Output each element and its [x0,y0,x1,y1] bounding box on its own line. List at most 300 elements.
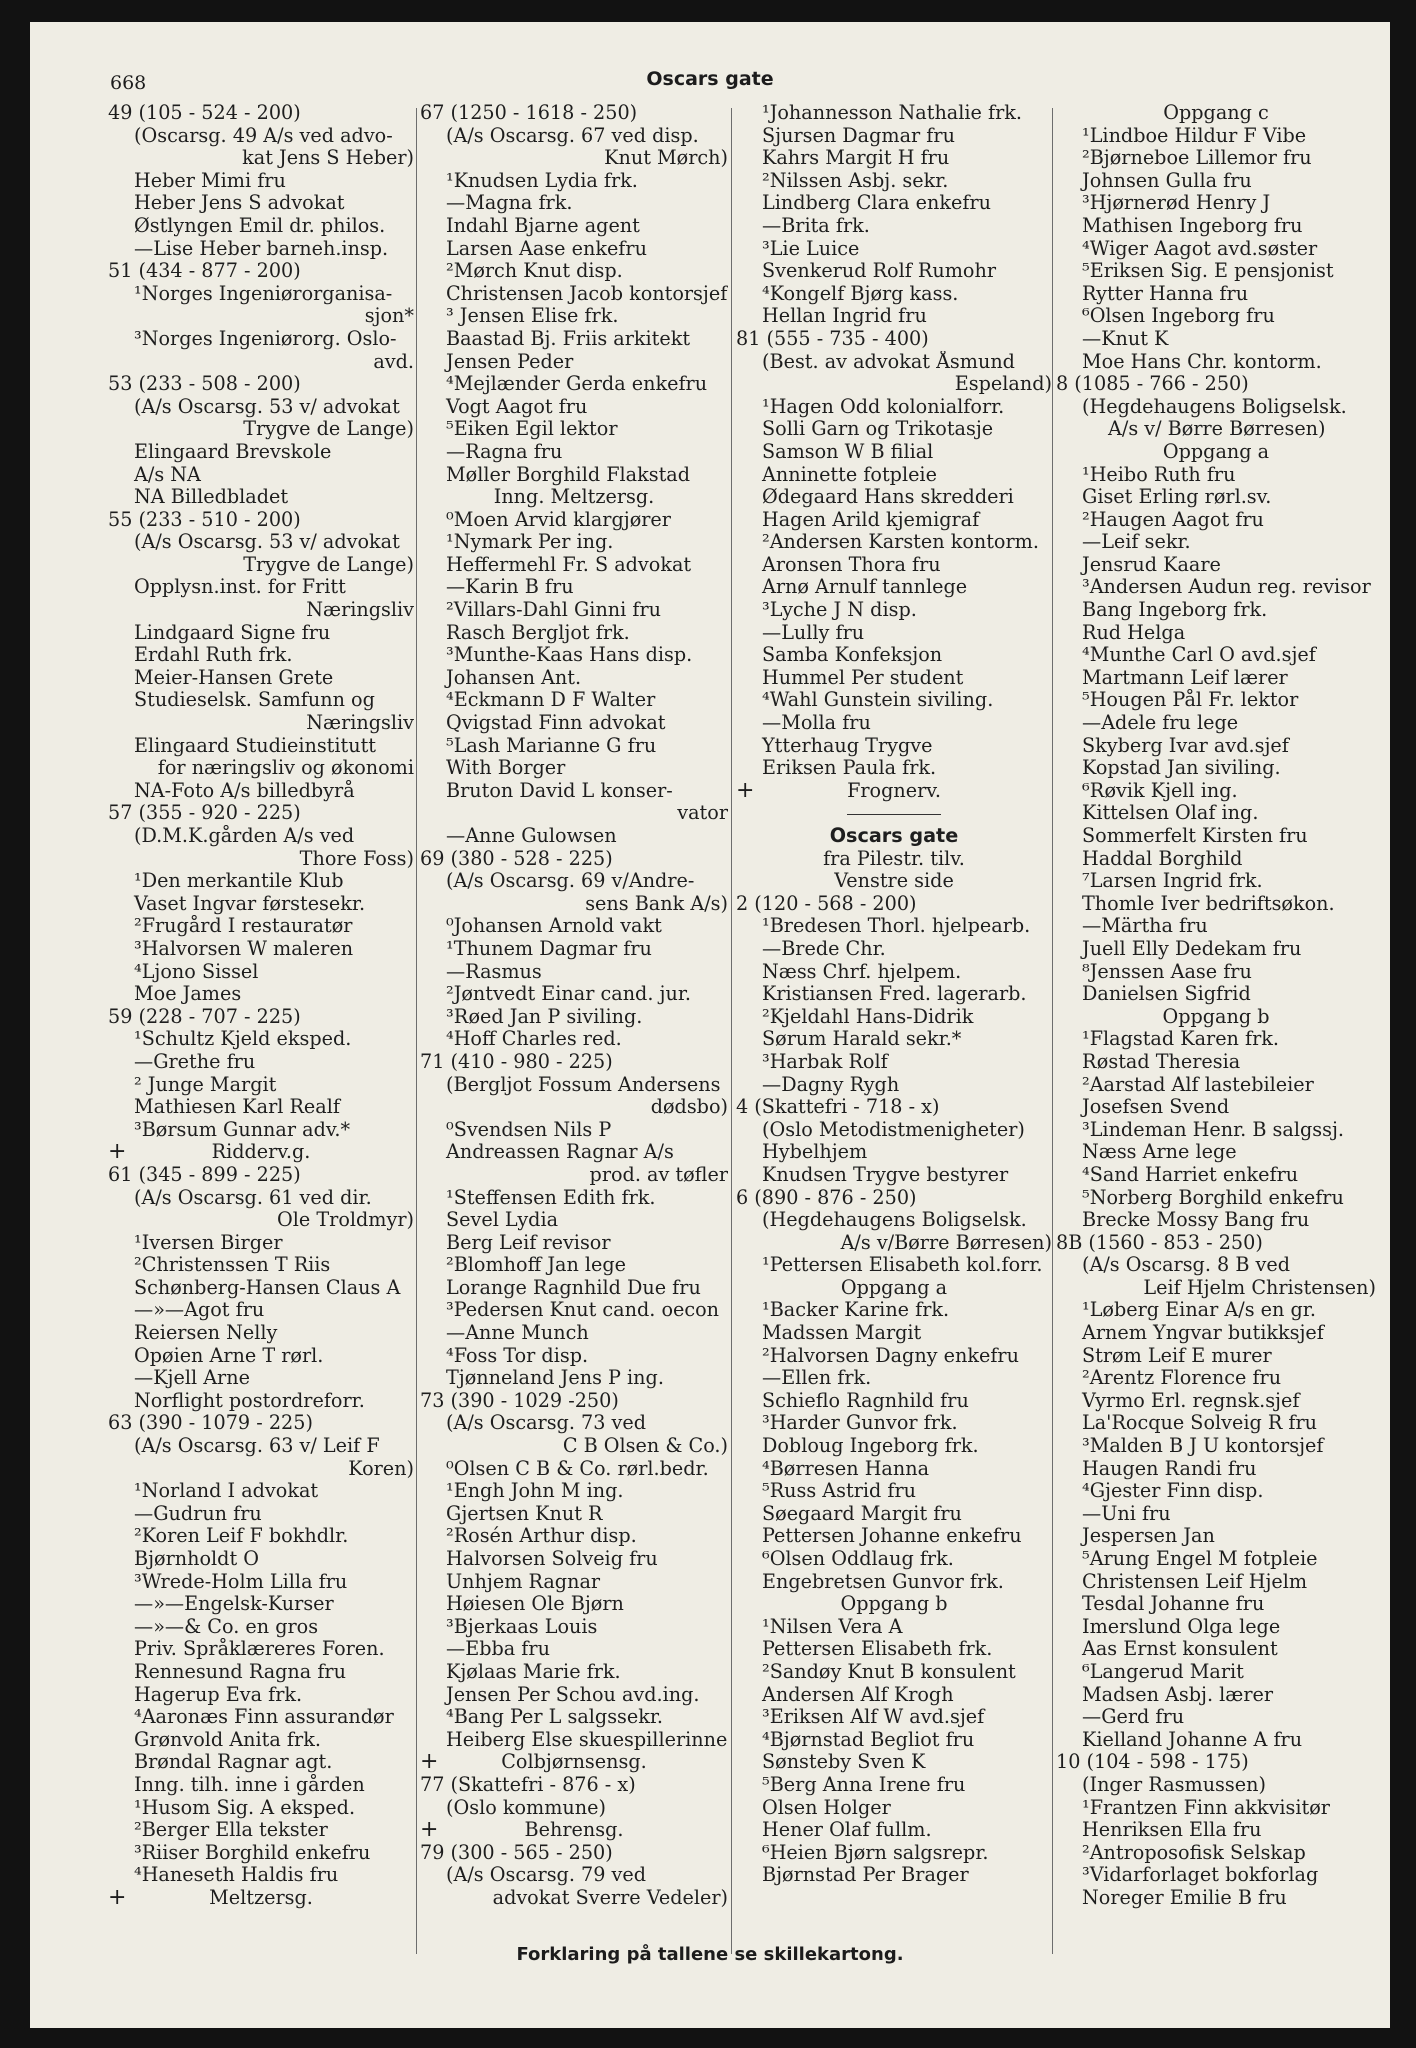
directory-line: —»—Engelsk-Kurser [134,1593,334,1616]
cross-street-line [420,1751,728,1774]
directory-line: ¹Engh John M ing. [446,1480,624,1503]
directory-line: Kjølaas Marie frk. [446,1660,621,1683]
directory-line: ¹Hagen Odd kolonialforr. [762,395,1005,418]
directory-line: ¹Flagstad Karen frk. [1082,1028,1279,1051]
directory-line: Hybelhjem [762,1141,868,1164]
directory-line: Qvigstad Finn advokat [446,712,666,735]
directory-line: 69 (380 - 528 - 225) [420,847,613,870]
directory-line: ¹Steffensen Edith frk. [446,1186,656,1209]
directory-line: Berg Leif revisor [446,1231,611,1254]
directory-line: Vaset Ingvar førstesekr. [134,892,366,915]
directory-line: (A/s Oscarsg. 8 B ved [1082,1254,1290,1277]
directory-line: Solli Garn og Trikotasje [762,418,994,441]
directory-line: ⁰Olsen C B & Co. rørl.bedr. [446,1457,709,1480]
directory-line: ³Lindeman Henr. B salgssj. [1082,1118,1345,1141]
directory-line: Jensen Peder [446,350,574,373]
directory-line: Lorange Ragnhild Due fru [446,1276,701,1299]
directory-line: ⁰Svendsen Nils P [446,1118,612,1141]
directory-line: ³Røed Jan P siviling. [446,1005,643,1028]
directory-line: —Kjell Arne [134,1367,250,1390]
directory-line: ¹Nymark Per ing. [446,531,614,554]
directory-line: 6 (890 - 876 - 250) [736,1186,917,1209]
directory-line: Næss Chrf. hjelpem. [762,960,962,983]
directory-line: 71 (410 - 980 - 225) [420,1050,613,1073]
directory-line: —Anne Gulowsen [446,825,617,847]
directory-line: Andreassen Ragnar A/s [446,1141,674,1164]
directory-line: Henriksen Ella fru [1082,1819,1262,1842]
directory-line: Schønberg-Hansen Claus A [134,1276,401,1299]
directory-line: ⁵Hougen Pål Fr. lektor [1082,689,1299,712]
directory-line: Sommerfelt Kirsten fru [1082,825,1308,847]
directory-line: Johansen Ant. [446,666,582,689]
directory-line: Christensen Jacob kontorsjef [446,282,728,305]
directory-line: ²Kjeldahl Hans-Didrik [762,1005,974,1028]
directory-line: Baastad Bj. Friis arkitekt [446,327,691,350]
directory-line: ²Sandøy Knut B konsulent [762,1660,1016,1683]
directory-line: Ytterhaug Trygve [762,734,933,757]
directory-line: (A/s Oscarsg. 63 v/ Leif F [134,1435,380,1458]
directory-line: ⁵Norberg Borghild enkefru [1082,1186,1344,1209]
column-rule [731,108,732,1954]
directory-line: —Rasmus [446,960,542,983]
directory-line: ³Andersen Audun reg. revisor [1082,576,1371,599]
directory-line: Rytter Hanna fru [1082,282,1249,305]
directory-line: vator [677,802,728,825]
directory-line: Elingaard Brevskole [134,440,332,463]
directory-line: ¹Pettersen Elisabeth kol.forr. [762,1254,1043,1277]
directory-line: (A/s Oscarsg. 73 ved [446,1412,647,1435]
directory-line: ²Andersen Karsten kontorm. [762,531,1039,554]
directory-line: Thore Foss) [299,847,414,870]
directory-line: Priv. Språklæreres Foren. [134,1638,385,1661]
column-4 [1056,102,1376,1952]
directory-line: A/s v/Børre Børresen) [840,1231,1052,1254]
directory-line: —Gerd fru [1082,1706,1185,1729]
directory-line: Espeland) [954,373,1052,396]
directory-line: C B Olsen & Co.) [562,1435,728,1458]
directory-line: ²Arentz Florence fru [1082,1367,1282,1390]
directory-line: 8B (1560 - 853 - 250) [1056,1231,1263,1254]
directory-line: Oppgang a [840,1276,948,1299]
directory-line: ⁴Eckmann D F Walter [446,689,656,712]
directory-line: Koren) [348,1457,414,1480]
directory-line: Kielland Johanne A fru [1082,1728,1303,1751]
directory-line: Heffermehl Fr. S advokat [446,553,692,576]
directory-line: Haugen Randi fru [1082,1457,1257,1480]
directory-line: 67 (1250 - 1618 - 250) [420,102,638,124]
directory-line: ²Villars-Dahl Ginni fru [446,599,662,622]
directory-line: Jensrud Kaare [1082,553,1221,576]
directory-line: Moe James [134,983,242,1006]
directory-line: Vyrmo Erl. regnsk.sjef [1082,1389,1300,1412]
directory-line: 61 (345 - 899 - 225) [108,1163,301,1186]
directory-line: Mathiesen Karl Realf [134,1096,340,1119]
directory-line: Arnem Yngvar butikksjef [1082,1322,1324,1345]
directory-line: Trygve de Lange) [243,553,414,576]
directory-line: ⁴Bang Per L salgssekr. [446,1706,664,1729]
directory-line: ⁰Moen Arvid klargjører [446,508,671,531]
directory-line: Andersen Alf Krogh [762,1683,954,1706]
directory-line: NA Billedbladet [134,486,289,509]
directory-line: (A/s Oscarsg. 61 ved dir. [134,1186,372,1209]
footer-note: Forklaring på tallene se skillekartong. [516,1944,904,1965]
directory-line: (A/s Oscarsg. 53 v/ advokat [134,395,400,418]
directory-line: Ole Troldmyr) [277,1209,414,1232]
directory-line: ⁴Aaronæs Finn assurandør [134,1706,394,1729]
directory-line: Oppgang b [1162,1005,1270,1028]
directory-line: ²Bjørneboe Lillemor fru [1082,147,1312,170]
directory-line: Aronsen Thora fru [762,553,941,576]
directory-line: Olsen Holger [762,1796,891,1819]
directory-line: Rasch Bergljot frk. [446,621,630,644]
directory-line: 63 (390 - 1079 - 225) [108,1412,313,1435]
directory-line: Erdahl Ruth frk. [134,644,293,667]
directory-line: Knut Mørch) [604,147,728,170]
directory-line: (Oslo kommune) [446,1796,606,1819]
directory-line: Lindgaard Signe fru [134,621,331,644]
directory-line: ¹Knudsen Lydia frk. [446,169,638,192]
directory-line: Røstad Theresia [1082,1050,1241,1073]
directory-line: Gjertsen Knut R [446,1502,603,1525]
directory-line: ³Vidarforlaget bokforlag [1082,1864,1319,1887]
directory-line: ³Bjerkaas Louis [446,1615,598,1638]
directory-line: Heiberg Else skuespillerinne [446,1728,728,1751]
directory-line: —Leif sekr. [1082,531,1191,554]
directory-line: ¹Lindboe Hildur F Vibe [1082,124,1307,147]
directory-line: Dobloug Ingeborg frk. [762,1435,979,1458]
directory-line: Haddal Borghild [1082,847,1243,870]
directory-line: Arnø Arnulf tannlege [762,576,968,599]
directory-line: Næringsliv [306,599,414,622]
directory-line: Høiesen Ole Bjørn [446,1593,624,1616]
directory-line: ³Eriksen Alf W avd.sjef [762,1706,985,1729]
directory-line: avd. [373,350,414,373]
directory-line: ⁴Foss Tor disp. [446,1344,589,1367]
directory-line: Noreger Emilie B fru [1082,1886,1287,1909]
directory-line: Lindberg Clara enkefru [762,192,992,215]
directory-line: Strøm Leif E murer [1082,1344,1272,1367]
directory-line: Meier-Hansen Grete [134,666,334,689]
directory-line: —»—& Co. en gros [134,1615,319,1638]
directory-line: ⁶Heien Bjørn salgsrepr. [762,1841,989,1864]
directory-line: ¹Thunem Dagmar fru [446,937,652,960]
directory-line: ¹Norland I advokat [134,1480,319,1503]
directory-line: ⁴Haneseth Haldis fru [134,1864,339,1887]
directory-line: Kittelsen Olaf ing. [1082,802,1259,825]
directory-line: Sørum Harald sekr.* [762,1028,962,1051]
directory-line: Mathisen Ingeborg fru [1082,214,1303,237]
directory-line: —Lise Heber barneh.insp. [134,237,389,260]
directory-line: Hummel Per student [762,666,964,689]
directory-line: Larsen Aase enkefru [446,237,647,260]
directory-line: ²Halvorsen Dagny enkefru [762,1344,1019,1367]
directory-line: Sønsteby Sven K [762,1751,926,1774]
directory-line: Inng. tilh. inne i gården [134,1773,365,1796]
directory-line: ⁷Larsen Ingrid frk. [1082,870,1263,893]
cross-street-label: Meltzersg. [209,1886,313,1909]
directory-line: Pettersen Johanne enkefru [762,1525,1022,1548]
directory-line: ⁴Munthe Carl O avd.sjef [1082,644,1316,667]
running-head: Oscars gate [646,68,774,90]
directory-line: ¹Nilsen Vera A [762,1615,903,1638]
directory-line: ⁴Ljono Sissel [134,960,259,983]
directory-line: ²Blomhoff Jan lege [446,1254,627,1277]
directory-line: ²Nilssen Asbj. sekr. [762,169,949,192]
directory-line: Bang Ingeborg frk. [1082,599,1268,622]
directory-line: —Uni fru [1082,1502,1171,1525]
directory-line: Kahrs Margit H fru [762,147,950,170]
directory-line: ³Wrede-Holm Lilla fru [134,1570,348,1593]
directory-line: Jespersen Jan [1082,1525,1215,1548]
directory-line: La'Rocque Solveig R fru [1082,1412,1318,1435]
directory-line: Pettersen Elisabeth frk. [762,1638,993,1661]
directory-line: With Borger [446,757,566,780]
directory-line: Samson W B filial [762,440,934,463]
section-divider [736,802,1052,825]
directory-line: Heber Mimi fru [134,169,286,192]
directory-line: 81 (555 - 735 - 400) [736,327,929,350]
cross-street-icon: + [420,1819,439,1842]
directory-line: Næringsliv [306,712,414,735]
directory-line: —Knut K [1082,327,1169,350]
directory-line: ¹Frantzen Finn akkvisitør [1082,1796,1330,1819]
directory-line: ⁵Berg Anna Irene fru [762,1773,966,1796]
directory-line: ²Frugård I restauratør [134,915,353,938]
directory-line: ⁵Lash Marianne G fru [446,734,657,757]
directory-line: ⁶Røvik Kjell ing. [1082,779,1238,802]
directory-line: Oppgang c [1163,102,1269,124]
directory-line: 73 (390 - 1029 -250) [420,1389,619,1412]
directory-line: Bjørnstad Per Brager [762,1864,969,1887]
directory-line: ¹Løberg Einar A/s en gr. [1082,1299,1316,1322]
cross-street-label: Frognerv. [847,779,941,802]
directory-line: (Hegdehaugens Boligselsk. [1082,395,1347,418]
cross-street-icon: + [108,1141,127,1164]
cross-street-line [736,780,1052,803]
directory-line: —Märtha fru [1082,915,1208,938]
directory-line: —Molla fru [762,712,871,735]
cross-street-icon: + [420,1751,439,1774]
cross-street-icon: + [108,1886,127,1910]
directory-line: ⁴Mejlænder Gerda enkefru [446,373,708,396]
directory-line: ⁵Eriksen Sig. E pensjonist [1082,260,1334,283]
directory-line: ²Rosén Arthur disp. [446,1525,637,1548]
section-heading: Oscars gate [829,825,959,847]
directory-line: Aas Ernst konsulent [1082,1638,1278,1661]
directory-line: Grønvold Anita frk. [134,1728,321,1751]
column-2 [420,102,728,1952]
directory-line: ³Riiser Borghild enkefru [134,1841,371,1864]
directory-line: ²Haugen Aagot fru [1082,508,1264,531]
directory-line: Skyberg Ivar avd.sjef [1082,734,1289,757]
directory-line: ¹Heibo Ruth fru [1082,463,1236,486]
cross-street-label: Behrensg. [524,1819,624,1842]
directory-line: 57 (355 - 920 - 225) [108,802,301,825]
directory-line: Opøien Arne T rørl. [134,1344,324,1367]
directory-line: Halvorsen Solveig fru [446,1548,658,1570]
directory-line: Danielsen Sigfrid [1082,983,1251,1006]
directory-line: (Hegdehaugens Boligselsk. [762,1209,1027,1232]
directory-line: ⁴Hoff Charles red. [446,1028,622,1051]
directory-line: ²Christenssen T Riis [134,1254,331,1277]
directory-line: ³Hjørnerød Henry J [1082,192,1271,215]
directory-line: ¹Schultz Kjeld eksped. [134,1028,352,1051]
directory-line: ²Antroposofisk Selskap [1082,1841,1306,1864]
directory-page [30,22,1390,2028]
directory-line: ⁴Sand Harriet enkefru [1082,1163,1299,1186]
directory-line: (Oscarsg. 49 A/s ved advo- [134,124,393,147]
cross-street-icon: + [736,779,755,803]
directory-line: Eriksen Paula frk. [762,757,937,780]
directory-line: Leif Hjelm Christensen) [1143,1276,1376,1299]
directory-line: Hagerup Eva frk. [134,1683,303,1706]
directory-line: 77 (Skattefri - 876 - x) [420,1773,636,1796]
directory-line: Reiersen Nelly [134,1322,278,1345]
directory-line: (D.M.K.gården A/s ved [134,825,355,847]
directory-line: ⁸Jenssen Aase fru [1082,960,1252,983]
directory-line: Hagen Arild kjemigraf [762,508,980,531]
directory-line: 2 (120 - 568 - 200) [736,892,917,915]
directory-line: 8 (1085 - 766 - 250) [1056,373,1249,396]
directory-line: 53 (233 - 508 - 200) [108,373,301,396]
directory-line: Kristiansen Fred. lagerarb. [762,983,1027,1006]
directory-line: —Ragna fru [446,440,563,463]
directory-line: —Adele fru lege [1082,712,1239,735]
directory-line: —Gudrun fru [134,1502,262,1525]
directory-line: (A/s Oscarsg. 53 v/ advokat [134,531,400,554]
directory-line: Opplysn.inst. for Fritt [134,576,346,599]
directory-line: ³Harder Gunvor frk. [762,1412,958,1435]
directory-line: prod. av tøfler [589,1163,728,1186]
directory-line: ¹Norges Ingeniørorganisa- [134,282,393,305]
directory-line: ²Aarstad Alf lastebileier [1082,1073,1314,1096]
directory-line: Juell Elly Dedekam fru [1082,937,1302,960]
directory-line: Unhjem Ragnar [446,1570,601,1593]
directory-line: Knudsen Trygve bestyrer [762,1163,1009,1186]
directory-line: 4 (Skattefri - 718 - x) [736,1096,940,1119]
directory-line: Oppgang b [840,1593,948,1616]
directory-line: Venstre side [834,870,954,893]
directory-line: 55 (233 - 510 - 200) [108,508,301,531]
directory-line: Rennesund Ragna fru [134,1660,346,1683]
directory-line: 79 (300 - 565 - 250) [420,1841,613,1864]
directory-line: Tjønneland Jens P ing. [446,1367,664,1390]
column-rule [416,108,417,1954]
directory-line: for næringsliv og økonomi [157,757,414,780]
directory-line: sens Bank A/s) [585,892,728,915]
directory-line: Giset Erling rørl.sv. [1082,486,1272,509]
directory-line: ¹Backer Karine frk. [762,1299,950,1322]
directory-line: Brøndal Ragnar agt. [134,1751,333,1774]
directory-line: 49 (105 - 524 - 200) [108,102,301,124]
directory-line: ³Munthe-Kaas Hans disp. [446,644,693,667]
cross-street-line [108,1141,414,1164]
directory-line: ²Koren Leif F bokhdlr. [134,1525,349,1548]
column-3 [736,102,1052,1952]
directory-line: Hellan Ingrid fru [762,305,927,328]
directory-line: —Karin B fru [446,576,574,599]
directory-line: Kopstad Jan siviling. [1082,757,1281,780]
directory-line: —Brede Chr. [762,937,886,960]
directory-line: (Bergljot Fossum Andersens [446,1073,721,1096]
directory-line: ⁴Børresen Hanna [762,1457,930,1480]
directory-line: Søegaard Margit fru [762,1502,962,1525]
directory-line: Ødegaard Hans skredderi [762,486,1014,509]
directory-line: Madsen Asbj. lærer [1082,1683,1274,1706]
directory-line: —Dagny Rygh [762,1073,900,1096]
directory-line: ³Lyche J N disp. [762,599,917,622]
directory-line: ¹Iversen Birger [134,1231,283,1254]
directory-line: Tesdal Johanne fru [1082,1593,1265,1616]
directory-line: ⁵Russ Astrid fru [762,1480,917,1503]
directory-line: Bjørnholdt O [134,1548,259,1570]
directory-line: —Anne Munch [446,1322,589,1345]
directory-line: Østlyngen Emil dr. philos. [134,214,386,237]
directory-line: fra Pilestr. tilv. [823,847,965,870]
directory-line: 10 (104 - 598 - 175) [1056,1751,1249,1774]
directory-line: Jensen Per Schou avd.ing. [446,1683,700,1706]
directory-line: ³Norges Ingeniørorg. Oslo- [134,327,397,350]
directory-line: Josefsen Svend [1082,1096,1230,1119]
directory-line: —Ellen frk. [762,1367,872,1390]
directory-line: Madssen Margit [762,1322,922,1345]
directory-line: Næss Arne lege [1082,1141,1237,1164]
directory-line: Engebretsen Gunvor frk. [762,1570,1004,1593]
directory-line: Brecke Mossy Bang fru [1082,1209,1310,1232]
directory-line: ³Børsum Gunnar adv.* [134,1118,351,1141]
directory-line: —»—Agot fru [134,1299,265,1322]
directory-line: (Inger Rasmussen) [1082,1773,1266,1796]
directory-line: Moe Hans Chr. kontorm. [1082,350,1322,373]
directory-line: sjon* [364,305,414,328]
directory-line: ⁴Kongelf Bjørg kass. [762,282,959,305]
directory-line: ²Berger Ella tekster [134,1819,328,1842]
directory-line: ⁵Eiken Egil lektor [446,418,618,441]
cross-street-label: Colbjørnsensg. [501,1751,647,1774]
directory-line: Vogt Aagot fru [446,395,588,418]
directory-line: ³Malden B J U kontorsjef [1082,1435,1324,1458]
directory-line: ⁶Langerud Marit [1082,1660,1244,1683]
directory-line: ⁶Olsen Ingeborg fru [1082,305,1275,328]
directory-line: —Grethe fru [134,1050,256,1073]
directory-line: Trygve de Lange) [243,418,414,441]
directory-line: ¹Johannesson Nathalie frk. [762,102,1022,124]
directory-line: (Best. av advokat Åsmund [762,350,1015,373]
directory-line: ³Pedersen Knut cand. oecon [446,1299,720,1322]
directory-line: Elingaard Studieinstitutt [134,734,377,757]
directory-line: ¹Den merkantile Klub [134,870,344,893]
directory-line: ³Lie Luice [762,237,860,260]
directory-line: A/s NA [134,463,201,486]
directory-line: Møller Borghild Flakstad [446,463,691,486]
directory-line: Svenkerud Rolf Rumohr [762,260,997,283]
directory-line: Rud Helga [1082,621,1186,644]
directory-line: ²Mørch Knut disp. [446,260,623,283]
directory-line: —Ebba fru [446,1638,550,1661]
page-number: 668 [110,72,147,94]
directory-line: Hener Olaf fullm. [762,1819,932,1842]
directory-line: Indahl Bjarne agent [446,214,640,237]
directory-line: Inng. Meltzersg. [493,486,655,509]
directory-line: ¹Bredesen Thorl. hjelpearb. [762,915,1031,938]
directory-line: kat Jens S Heber) [242,147,414,170]
directory-line: ⁴Gjester Finn disp. [1082,1480,1264,1503]
directory-line: NA-Foto A/s billedbyrå [134,779,355,802]
directory-line: ² Junge Margit [134,1073,277,1096]
directory-line: Oppgang a [1162,440,1270,463]
cross-street-label: Ridderv.g. [211,1141,311,1164]
directory-line: Christensen Leif Hjelm [1082,1570,1308,1593]
